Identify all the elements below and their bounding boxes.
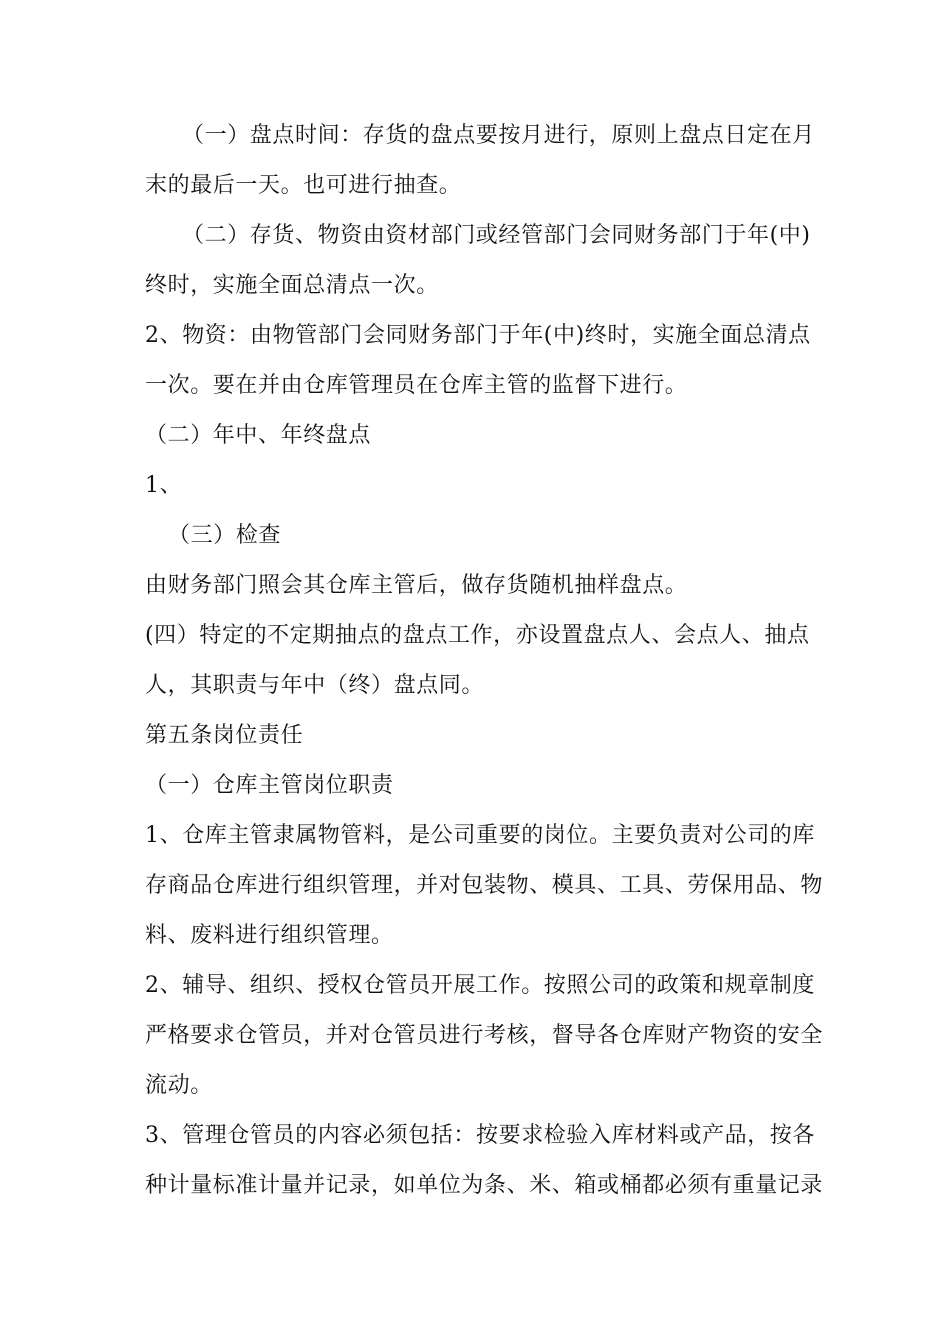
paragraph-line: (四）特定的不定期抽点的盘点工作，亦设置盘点人、会点人、抽点 bbox=[145, 623, 810, 648]
paragraph-line: 终时，实施全面总清点一次。 bbox=[145, 273, 439, 298]
paragraph-line: 料、废料进行组织管理。 bbox=[145, 923, 394, 948]
section-heading: （二）年中、年终盘点 bbox=[145, 423, 372, 448]
paragraph-line: 由财务部门照会其仓库主管后，做存货随机抽样盘点。 bbox=[145, 573, 688, 598]
section-heading: （三）检查 bbox=[168, 523, 282, 548]
paragraph-line: 3、管理仓管员的内容必须包括：按要求检验入库材料或产品，按各 bbox=[145, 1123, 815, 1148]
paragraph-line: 人，其职责与年中（终）盘点同。 bbox=[145, 673, 485, 698]
paragraph-line: （一）盘点时间：存货的盘点要按月进行，原则上盘点日定在月 bbox=[182, 123, 815, 148]
section-heading: （一）仓库主管岗位职责 bbox=[145, 773, 394, 798]
paragraph-line: 2、辅导、组织、授权仓管员开展工作。按照公司的政策和规章制度 bbox=[145, 973, 815, 998]
paragraph-line: 严格要求仓管员，并对仓管员进行考核，督导各仓库财产物资的安全 bbox=[145, 1023, 824, 1048]
paragraph-line: 一次。要在并由仓库管理员在仓库主管的监督下进行。 bbox=[145, 373, 688, 398]
paragraph-line: （二）存货、物资由资材部门或经管部门会同财务部门于年(中) bbox=[182, 223, 811, 248]
paragraph-line: 2、物资：由物管部门会同财务部门于年(中)终时，实施全面总清点 bbox=[145, 323, 811, 348]
paragraph-line: 1、 bbox=[145, 473, 183, 498]
paragraph-line: 末的最后一天。也可进行抽查。 bbox=[145, 173, 462, 198]
paragraph-line: 种计量标准计量并记录，如单位为条、米、箱或桶都必须有重量记录 bbox=[145, 1173, 824, 1198]
article-heading: 第五条岗位责任 bbox=[145, 723, 304, 748]
paragraph-line: 流动。 bbox=[145, 1073, 213, 1098]
paragraph-line: 1、仓库主管隶属物管料，是公司重要的岗位。主要负责对公司的库 bbox=[145, 823, 815, 848]
paragraph-line: 存商品仓库进行组织管理，并对包装物、模具、工具、劳保用品、物 bbox=[145, 873, 824, 898]
